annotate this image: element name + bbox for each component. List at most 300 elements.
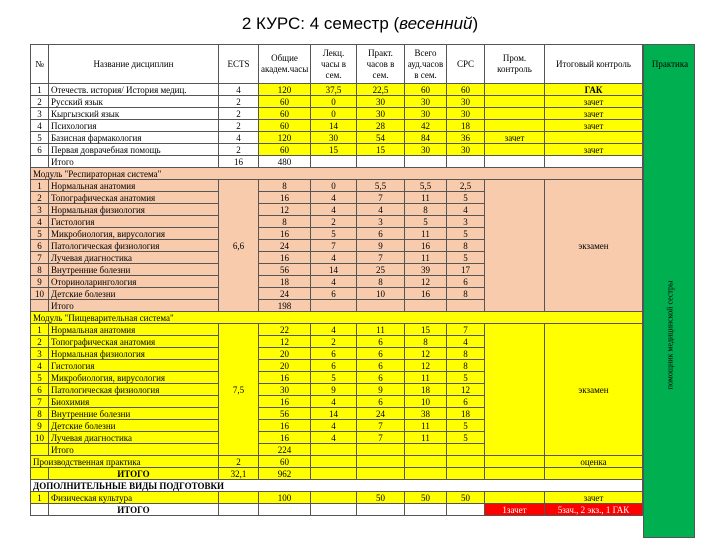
table-cell bbox=[545, 156, 643, 168]
practical-cell: 6 bbox=[357, 348, 405, 360]
table-cell bbox=[405, 456, 447, 468]
row-number: 10 bbox=[31, 432, 49, 444]
table-cell bbox=[31, 468, 49, 480]
total-hours-cell: 8 bbox=[259, 216, 311, 228]
ects-cell: 2 bbox=[219, 96, 259, 108]
practical-cell: 22,5 bbox=[357, 84, 405, 96]
final-cell: зачет bbox=[545, 144, 643, 156]
lecture-cell: 4 bbox=[311, 432, 357, 444]
lecture-cell: 9 bbox=[311, 384, 357, 396]
table-cell bbox=[311, 444, 357, 456]
srs-cell: 60 bbox=[447, 84, 485, 96]
final-interim-summary: 1зачет bbox=[485, 504, 545, 516]
subject-name: Отечеств. история/ История медиц. bbox=[49, 84, 219, 96]
total-hours-cell: 18 bbox=[259, 276, 311, 288]
lecture-cell: 14 bbox=[311, 120, 357, 132]
row-number: 4 bbox=[31, 216, 49, 228]
table-cell bbox=[357, 504, 405, 516]
subject-name: Внутренние болезни bbox=[49, 264, 219, 276]
header-interim-control: Пром. контроль bbox=[485, 45, 545, 84]
module-title-row bbox=[31, 168, 643, 180]
row-number: 4 bbox=[31, 360, 49, 372]
total-hours-cell: 16 bbox=[259, 432, 311, 444]
general-row bbox=[31, 144, 643, 156]
srs-cell: 36 bbox=[447, 132, 485, 144]
total-hours-cell: 60 bbox=[259, 144, 311, 156]
total-hours-cell: 12 bbox=[259, 204, 311, 216]
table-cell bbox=[311, 504, 357, 516]
lecture-cell: 6 bbox=[311, 360, 357, 372]
total-hours-cell: 100 bbox=[259, 492, 311, 504]
table-cell bbox=[447, 468, 485, 480]
row-number: 5 bbox=[31, 228, 49, 240]
total-hours-cell: 16 bbox=[259, 396, 311, 408]
module-title-row bbox=[31, 312, 643, 324]
row-number: 2 bbox=[31, 192, 49, 204]
total-label: Итого bbox=[49, 444, 219, 456]
table-cell bbox=[447, 156, 485, 168]
ects-total: 16 bbox=[219, 156, 259, 168]
row-number: 5 bbox=[31, 372, 49, 384]
lecture-cell: 4 bbox=[311, 192, 357, 204]
practice-header: Практика bbox=[651, 59, 689, 69]
subject-name: Детские болезни bbox=[49, 420, 219, 432]
srs-cell: 8 bbox=[447, 240, 485, 252]
header-name: Название дисциплин bbox=[49, 45, 219, 84]
general-row bbox=[31, 84, 643, 96]
srs-cell: 30 bbox=[447, 144, 485, 156]
subject-name: Топографическая анатомия bbox=[49, 336, 219, 348]
srs-cell: 17 bbox=[447, 264, 485, 276]
production-practice-label: Производственная практика bbox=[31, 456, 219, 468]
practical-cell: 25 bbox=[357, 264, 405, 276]
table-cell bbox=[311, 492, 357, 504]
lecture-cell: 6 bbox=[311, 288, 357, 300]
header-ects: ECTS bbox=[219, 45, 259, 84]
total-hours-cell: 56 bbox=[259, 408, 311, 420]
total-hours-cell: 16 bbox=[259, 228, 311, 240]
practical-cell: 11 bbox=[357, 324, 405, 336]
table-cell bbox=[485, 492, 545, 504]
table-cell bbox=[311, 456, 357, 468]
hours-total: 480 bbox=[259, 156, 311, 168]
auditorium-cell: 39 bbox=[405, 264, 447, 276]
total-hours-cell: 20 bbox=[259, 348, 311, 360]
header-lecture-hours: Лекц. часы в сем. bbox=[311, 45, 357, 84]
practical-cell: 7 bbox=[357, 432, 405, 444]
table-cell bbox=[405, 300, 447, 312]
auditorium-cell: 11 bbox=[405, 372, 447, 384]
subject-name: Патологическая физиология bbox=[49, 384, 219, 396]
total-hours-cell: 56 bbox=[259, 264, 311, 276]
table-cell bbox=[357, 456, 405, 468]
grand-total-ects: 32,1 bbox=[219, 468, 259, 480]
auditorium-cell: 5 bbox=[405, 216, 447, 228]
general-row bbox=[31, 96, 643, 108]
production-row bbox=[31, 456, 643, 468]
auditorium-cell: 11 bbox=[405, 432, 447, 444]
auditorium-cell: 60 bbox=[405, 84, 447, 96]
auditorium-cell: 30 bbox=[405, 144, 447, 156]
ects-cell: 2 bbox=[219, 108, 259, 120]
practical-cell: 50 bbox=[357, 492, 405, 504]
header-final-control: Итоговый контроль bbox=[545, 45, 643, 84]
table-cell bbox=[485, 156, 545, 168]
practical-cell: 6 bbox=[357, 228, 405, 240]
subject-name: Базисная фармакология bbox=[49, 132, 219, 144]
table-cell bbox=[405, 444, 447, 456]
table-cell bbox=[405, 468, 447, 480]
total-hours-cell: 22 bbox=[259, 324, 311, 336]
lecture-cell: 4 bbox=[311, 252, 357, 264]
grand-total-label: ИТОГО bbox=[49, 468, 219, 480]
interim-cell bbox=[485, 144, 545, 156]
header-auditorium-hours: Всего ауд.часов в сем. bbox=[405, 45, 447, 84]
srs-cell: 8 bbox=[447, 348, 485, 360]
srs-cell: 18 bbox=[447, 120, 485, 132]
table-cell bbox=[31, 504, 49, 516]
row-number: 3 bbox=[31, 348, 49, 360]
row-number: 9 bbox=[31, 276, 49, 288]
general-row bbox=[31, 108, 643, 120]
srs-cell: 30 bbox=[447, 96, 485, 108]
final-summary-row bbox=[31, 504, 643, 516]
auditorium-cell: 30 bbox=[405, 108, 447, 120]
auditorium-cell: 12 bbox=[405, 348, 447, 360]
auditorium-cell: 11 bbox=[405, 252, 447, 264]
practical-cell: 10 bbox=[357, 288, 405, 300]
header-srs: СРС bbox=[447, 45, 485, 84]
subject-name: Детские болезни bbox=[49, 288, 219, 300]
table-cell bbox=[447, 444, 485, 456]
lecture-cell: 6 bbox=[311, 348, 357, 360]
practical-cell: 6 bbox=[357, 360, 405, 372]
row-number: 1 bbox=[31, 324, 49, 336]
total-hours-cell: 30 bbox=[259, 384, 311, 396]
table-cell bbox=[405, 504, 447, 516]
lecture-cell: 30 bbox=[311, 132, 357, 144]
auditorium-cell: 16 bbox=[405, 240, 447, 252]
auditorium-cell: 11 bbox=[405, 192, 447, 204]
total-hours-cell: 20 bbox=[259, 360, 311, 372]
total-hours-cell: 16 bbox=[259, 252, 311, 264]
ects-cell: 4 bbox=[219, 84, 259, 96]
module-title: Модуль "Респираторная система" bbox=[31, 168, 643, 180]
row-number: 2 bbox=[31, 96, 49, 108]
subject-name: Физическая культура bbox=[49, 492, 219, 504]
module-ects: 7,5 bbox=[219, 324, 259, 456]
total-hours-cell: 60 bbox=[259, 96, 311, 108]
srs-cell: 5 bbox=[447, 432, 485, 444]
table-cell bbox=[31, 300, 49, 312]
row-number: 8 bbox=[31, 264, 49, 276]
auditorium-cell: 38 bbox=[405, 408, 447, 420]
table-cell bbox=[259, 504, 311, 516]
auditorium-cell: 42 bbox=[405, 120, 447, 132]
practical-cell: 24 bbox=[357, 408, 405, 420]
auditorium-cell: 30 bbox=[405, 96, 447, 108]
row-number: 1 bbox=[31, 180, 49, 192]
srs-cell: 18 bbox=[447, 408, 485, 420]
total-hours-cell: 16 bbox=[259, 372, 311, 384]
subject-name: Психология bbox=[49, 120, 219, 132]
table-cell bbox=[485, 456, 545, 468]
practical-cell: 5,5 bbox=[357, 180, 405, 192]
practical-cell: 8 bbox=[357, 276, 405, 288]
total-hours-cell: 120 bbox=[259, 132, 311, 144]
final-control-summary: 5зач., 2 экз., 1 ГАК bbox=[545, 504, 643, 516]
additional-title-row bbox=[31, 480, 643, 492]
table-cell bbox=[357, 468, 405, 480]
auditorium-cell: 12 bbox=[405, 360, 447, 372]
production-hours: 60 bbox=[259, 456, 311, 468]
total-hours-cell: 24 bbox=[259, 288, 311, 300]
production-final: оценка bbox=[545, 456, 643, 468]
srs-cell: 4 bbox=[447, 336, 485, 348]
subject-name: Кыргызский язык bbox=[49, 108, 219, 120]
auditorium-cell: 5,5 bbox=[405, 180, 447, 192]
general-row bbox=[31, 132, 643, 144]
auditorium-cell: 16 bbox=[405, 288, 447, 300]
module-title: Модуль "Пищеварительная система" bbox=[31, 312, 643, 324]
practical-cell: 15 bbox=[357, 144, 405, 156]
interim-cell: зачет bbox=[485, 132, 545, 144]
subject-name: Внутренние болезни bbox=[49, 408, 219, 420]
auditorium-cell: 8 bbox=[405, 336, 447, 348]
table-cell bbox=[219, 504, 259, 516]
total-hours-cell: 60 bbox=[259, 120, 311, 132]
final-cell bbox=[545, 132, 643, 144]
lecture-cell: 0 bbox=[311, 96, 357, 108]
module-exam: экзамен bbox=[545, 324, 643, 456]
lecture-cell: 4 bbox=[311, 396, 357, 408]
row-number: 9 bbox=[31, 420, 49, 432]
lecture-cell: 37,5 bbox=[311, 84, 357, 96]
subject-name: Гистология bbox=[49, 216, 219, 228]
row-number: 3 bbox=[31, 204, 49, 216]
curriculum-table bbox=[30, 44, 643, 516]
lecture-cell: 0 bbox=[311, 108, 357, 120]
srs-cell: 3 bbox=[447, 216, 485, 228]
practical-cell: 30 bbox=[357, 108, 405, 120]
table-cell bbox=[545, 468, 643, 480]
practical-cell: 30 bbox=[357, 96, 405, 108]
module-hours-total: 198 bbox=[259, 300, 311, 312]
auditorium-cell: 11 bbox=[405, 420, 447, 432]
header-num: № bbox=[31, 45, 49, 84]
srs-cell: 8 bbox=[447, 288, 485, 300]
subject-name: Гистология bbox=[49, 360, 219, 372]
ects-cell: 2 bbox=[219, 144, 259, 156]
srs-cell: 7 bbox=[447, 324, 485, 336]
grand-total-hours: 962 bbox=[259, 468, 311, 480]
interim-cell bbox=[485, 120, 545, 132]
table-cell bbox=[447, 456, 485, 468]
interim-cell bbox=[485, 180, 545, 312]
table-cell bbox=[311, 156, 357, 168]
total-label: Итого bbox=[49, 156, 219, 168]
practical-cell: 9 bbox=[357, 240, 405, 252]
srs-cell: 5 bbox=[447, 192, 485, 204]
practical-cell: 7 bbox=[357, 420, 405, 432]
final-cell: зачет bbox=[545, 492, 643, 504]
subject-name: Микробиология, вирусология bbox=[49, 372, 219, 384]
subject-name: Патологическая физиология bbox=[49, 240, 219, 252]
row-number: 6 bbox=[31, 240, 49, 252]
module-hours-total: 224 bbox=[259, 444, 311, 456]
row-number: 7 bbox=[31, 396, 49, 408]
lecture-cell: 14 bbox=[311, 408, 357, 420]
lecture-cell: 4 bbox=[311, 276, 357, 288]
table-cell bbox=[31, 444, 49, 456]
row-number: 1 bbox=[31, 84, 49, 96]
auditorium-cell: 50 bbox=[405, 492, 447, 504]
production-ects: 2 bbox=[219, 456, 259, 468]
practical-cell: 6 bbox=[357, 372, 405, 384]
table-cell bbox=[357, 300, 405, 312]
auditorium-cell: 84 bbox=[405, 132, 447, 144]
srs-cell: 6 bbox=[447, 276, 485, 288]
practical-cell: 7 bbox=[357, 252, 405, 264]
table-cell bbox=[447, 504, 485, 516]
table-cell bbox=[447, 300, 485, 312]
row-number: 6 bbox=[31, 384, 49, 396]
row-number: 8 bbox=[31, 408, 49, 420]
header-total-hours: Общие академ.часы bbox=[259, 45, 311, 84]
srs-cell: 5 bbox=[447, 228, 485, 240]
srs-cell: 30 bbox=[447, 108, 485, 120]
module-exam: экзамен bbox=[545, 180, 643, 312]
grand-total-row bbox=[31, 468, 643, 480]
interim-cell bbox=[485, 84, 545, 96]
total-hours-cell: 60 bbox=[259, 108, 311, 120]
auditorium-cell: 10 bbox=[405, 396, 447, 408]
table-cell bbox=[405, 156, 447, 168]
srs-cell: 5 bbox=[447, 252, 485, 264]
srs-cell: 6 bbox=[447, 396, 485, 408]
module-ects: 6,6 bbox=[219, 180, 259, 312]
total-hours-cell: 16 bbox=[259, 192, 311, 204]
row-number: 4 bbox=[31, 120, 49, 132]
table-cell bbox=[485, 468, 545, 480]
lecture-cell: 5 bbox=[311, 372, 357, 384]
row-number: 3 bbox=[31, 108, 49, 120]
table-cell bbox=[311, 468, 357, 480]
lecture-cell: 7 bbox=[311, 240, 357, 252]
auditorium-cell: 11 bbox=[405, 228, 447, 240]
table-cell bbox=[219, 492, 259, 504]
page-title: 2 КУРС: 4 семестр (весенний) bbox=[241, 14, 479, 33]
row-number: 7 bbox=[31, 252, 49, 264]
subject-name: Лучевая диагностика bbox=[49, 432, 219, 444]
subject-name: Нормальная анатомия bbox=[49, 180, 219, 192]
module-row bbox=[31, 180, 643, 192]
auditorium-cell: 8 bbox=[405, 204, 447, 216]
practical-cell: 6 bbox=[357, 336, 405, 348]
table-cell bbox=[31, 156, 49, 168]
subject-name: Оториноларингология bbox=[49, 276, 219, 288]
module-row bbox=[31, 324, 643, 336]
final-cell: зачет bbox=[545, 120, 643, 132]
total-hours-cell: 16 bbox=[259, 420, 311, 432]
srs-cell: 8 bbox=[447, 360, 485, 372]
subject-name: Русский язык bbox=[49, 96, 219, 108]
final-total-label: ИТОГО bbox=[49, 504, 219, 516]
total-label: Итого bbox=[49, 300, 219, 312]
final-cell: зачет bbox=[545, 108, 643, 120]
general-row bbox=[31, 120, 643, 132]
practical-cell: 6 bbox=[357, 396, 405, 408]
subject-name: Биохимия bbox=[49, 396, 219, 408]
row-number: 6 bbox=[31, 144, 49, 156]
pe-row bbox=[31, 492, 643, 504]
subject-name: Первая доврачебная помощь bbox=[49, 144, 219, 156]
interim-cell bbox=[485, 96, 545, 108]
lecture-cell: 4 bbox=[311, 420, 357, 432]
final-cell: зачет bbox=[545, 96, 643, 108]
srs-cell: 12 bbox=[447, 384, 485, 396]
practical-cell: 7 bbox=[357, 192, 405, 204]
lecture-cell: 4 bbox=[311, 324, 357, 336]
additional-title: ДОПОЛНИТЕЛЬНЫЕ ВИДЫ ПОДГОТОВКИ bbox=[31, 480, 643, 492]
lecture-cell: 2 bbox=[311, 216, 357, 228]
row-number: 10 bbox=[31, 288, 49, 300]
subject-name: Нормальная анатомия bbox=[49, 324, 219, 336]
srs-cell: 2,5 bbox=[447, 180, 485, 192]
total-hours-cell: 12 bbox=[259, 336, 311, 348]
lecture-cell: 2 bbox=[311, 336, 357, 348]
table-cell bbox=[311, 300, 357, 312]
row-number: 5 bbox=[31, 132, 49, 144]
lecture-cell: 5 bbox=[311, 228, 357, 240]
header-row bbox=[31, 45, 643, 84]
srs-cell: 4 bbox=[447, 204, 485, 216]
practice-column bbox=[643, 44, 695, 538]
auditorium-cell: 18 bbox=[405, 384, 447, 396]
interim-cell bbox=[485, 108, 545, 120]
table-cell bbox=[357, 444, 405, 456]
subject-name: Нормальная физиология bbox=[49, 348, 219, 360]
ects-cell: 4 bbox=[219, 132, 259, 144]
srs-cell: 50 bbox=[447, 492, 485, 504]
total-hours-cell: 8 bbox=[259, 180, 311, 192]
lecture-cell: 0 bbox=[311, 180, 357, 192]
lecture-cell: 15 bbox=[311, 144, 357, 156]
auditorium-cell: 15 bbox=[405, 324, 447, 336]
auditorium-cell: 12 bbox=[405, 276, 447, 288]
subject-name: Микробиология, вирусология bbox=[49, 228, 219, 240]
practical-cell: 9 bbox=[357, 384, 405, 396]
row-number: 2 bbox=[31, 336, 49, 348]
interim-cell bbox=[485, 324, 545, 456]
total-hours-cell: 24 bbox=[259, 240, 311, 252]
final-cell: ГАК bbox=[545, 84, 643, 96]
practical-cell: 4 bbox=[357, 204, 405, 216]
srs-cell: 5 bbox=[447, 420, 485, 432]
total-hours-cell: 120 bbox=[259, 84, 311, 96]
lecture-cell: 14 bbox=[311, 264, 357, 276]
lecture-cell: 4 bbox=[311, 204, 357, 216]
row-number: 1 bbox=[31, 492, 49, 504]
ects-cell: 2 bbox=[219, 120, 259, 132]
practice-vertical-text: помощник медицинской сестры bbox=[665, 280, 675, 390]
header-practical-hours: Практ. часов в сем. bbox=[357, 45, 405, 84]
subject-name: Топографическая анатомия bbox=[49, 192, 219, 204]
general-total-row bbox=[31, 156, 643, 168]
subject-name: Нормальная физиология bbox=[49, 204, 219, 216]
practical-cell: 28 bbox=[357, 120, 405, 132]
srs-cell: 5 bbox=[447, 372, 485, 384]
